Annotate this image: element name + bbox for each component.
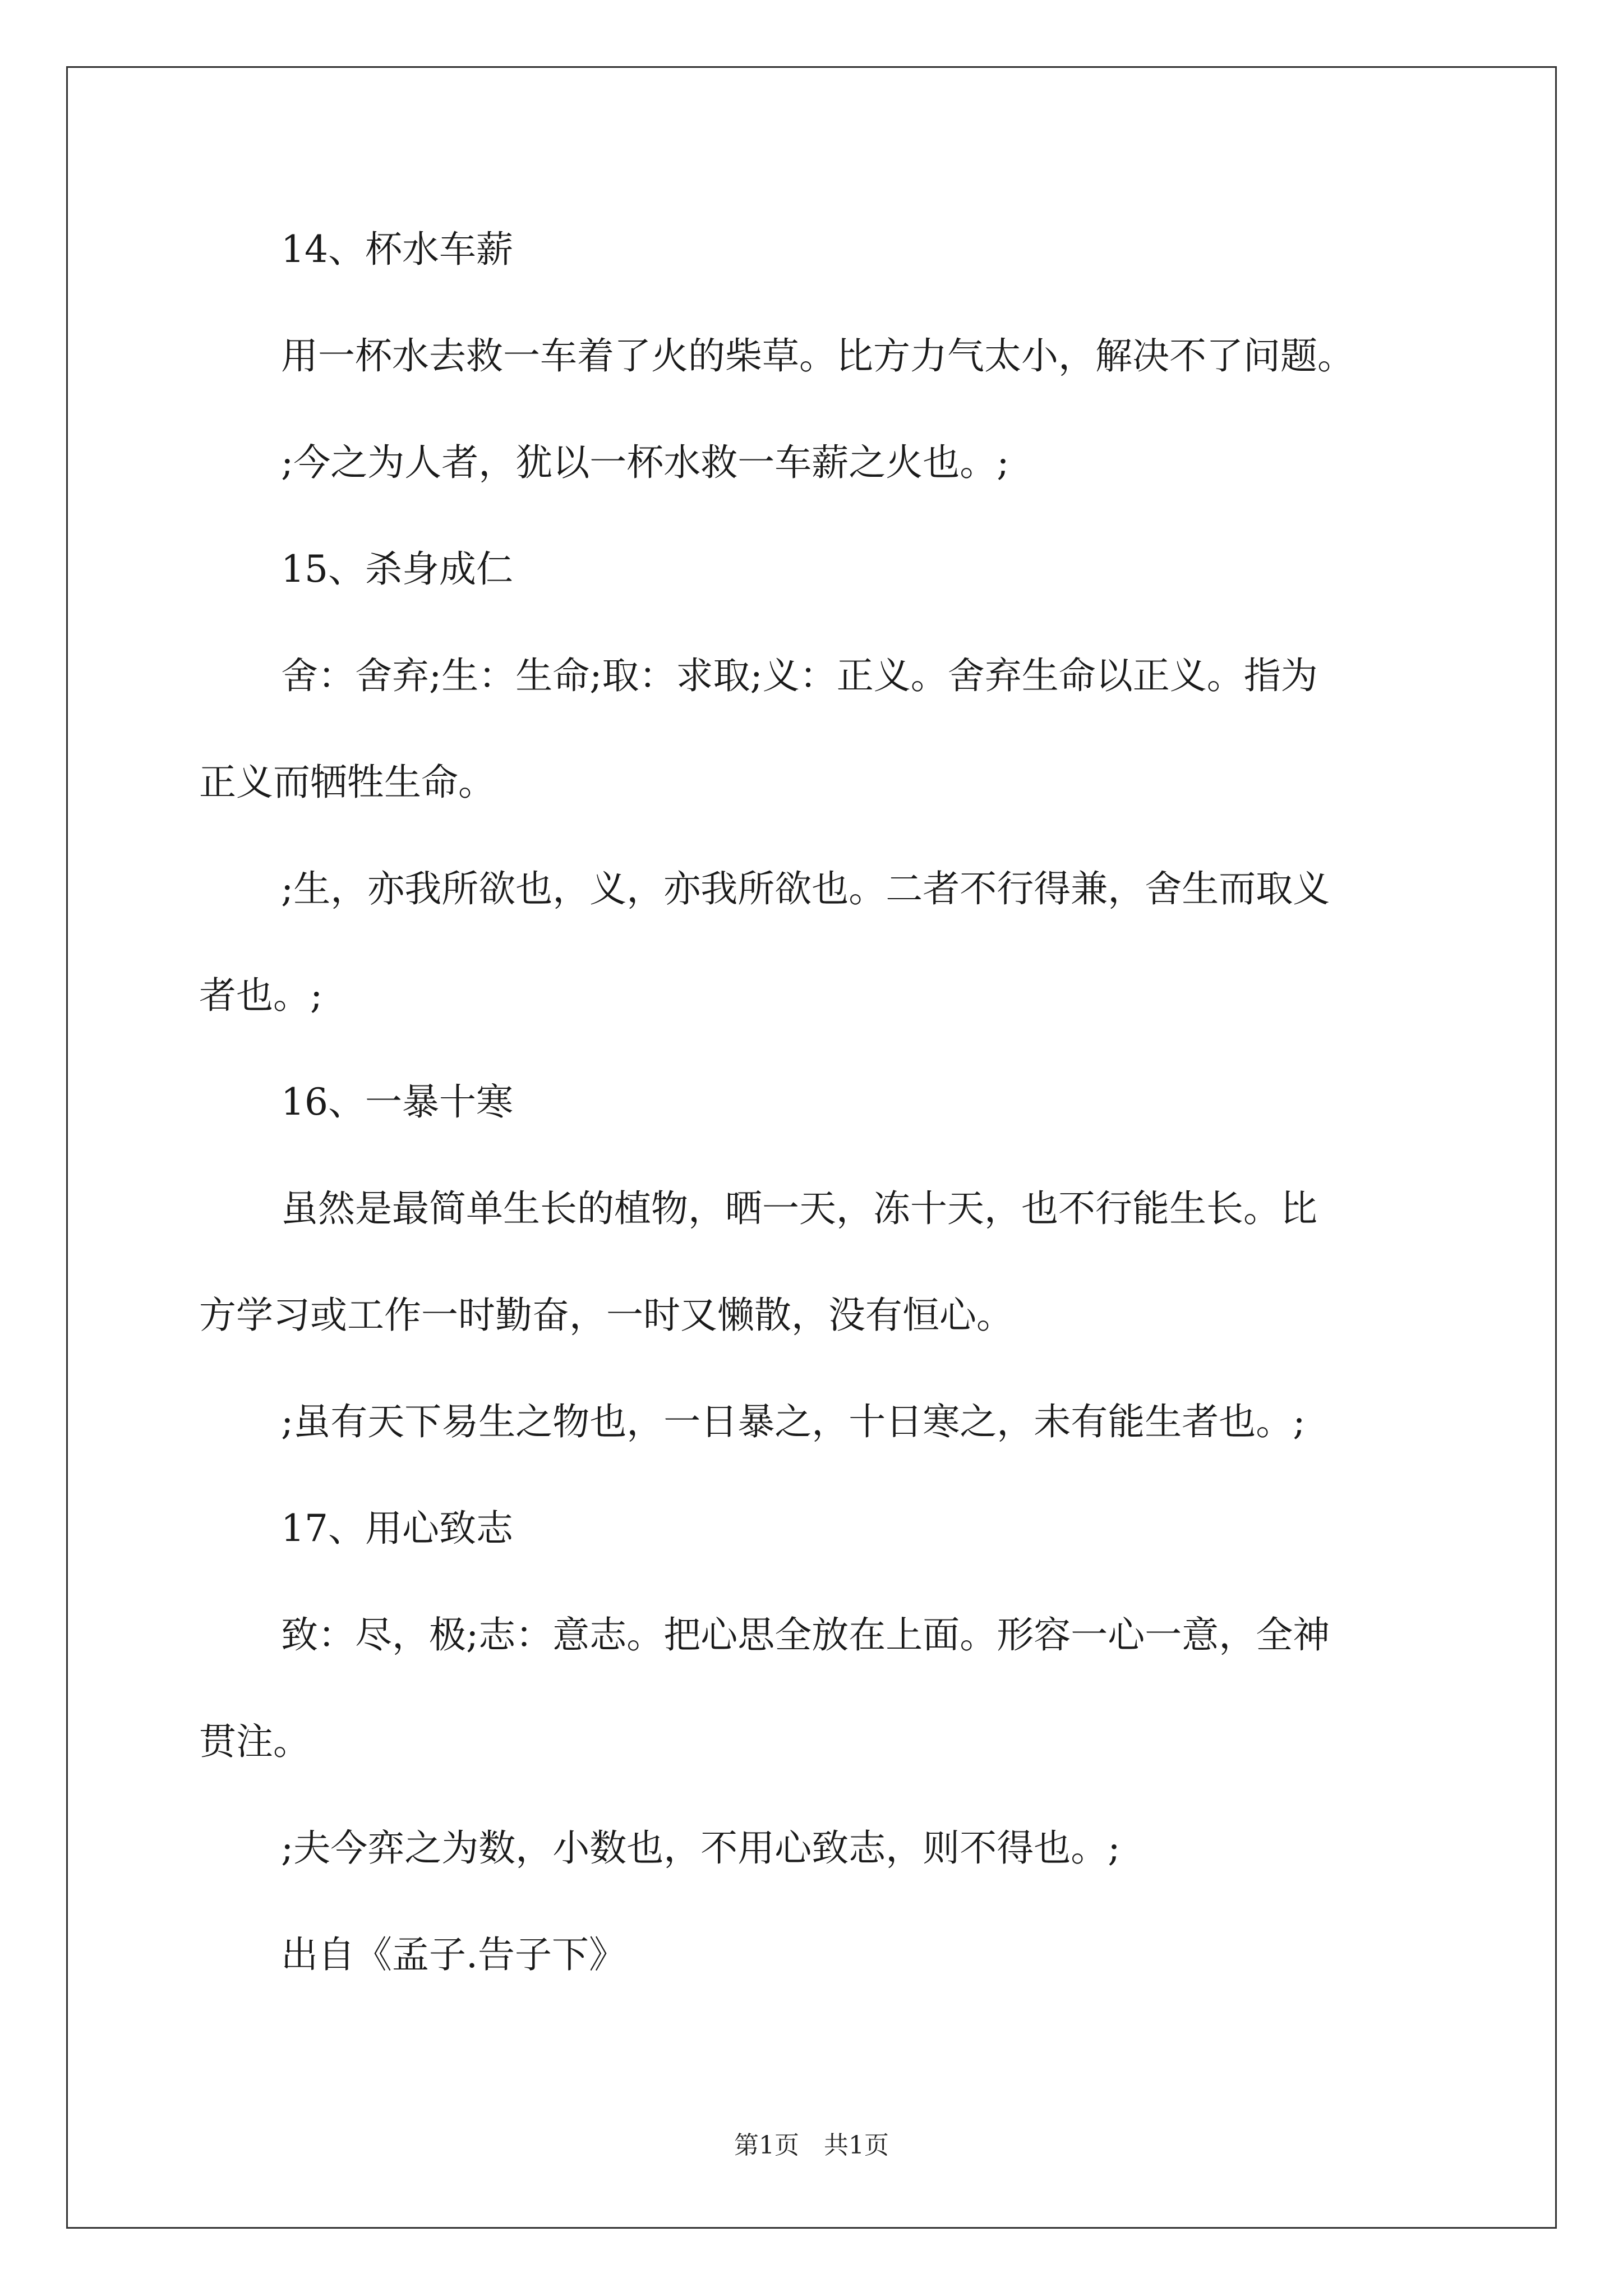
paragraph-line: 致：尽，极;志：意志。把心思全放在上面。形容一心一意，全神 [281,1613,1330,1657]
heading-17: 17、用心致志 [281,1507,513,1550]
paragraph-line: 舍：舍弃;生：生命;取：求取;义：正义。舍弃生命以正义。指为 [281,654,1318,697]
paragraph-line: 方学习或工作一时勤奋，一时又懒散，没有恒心。 [199,1294,1013,1337]
page-frame [66,66,1557,2229]
heading-16: 16、一暴十寒 [281,1080,513,1124]
heading-14: 14、杯水车薪 [281,228,513,271]
page-number: 第1页 共1页 [734,2131,889,2160]
source-line: 出自《孟子.告子下》 [281,1933,626,1976]
heading-15: 15、杀身成仁 [281,547,513,591]
quote-line: ;夫今弈之为数，小数也，不用心致志，则不得也。; [281,1826,1121,1870]
paragraph-line: 用一杯水去救一车着了火的柴草。比方力气太小，解决不了问题。 [281,334,1354,378]
paragraph-line: 虽然是最简单生长的植物，晒一天，冻十天，也不行能生长。比 [281,1187,1317,1230]
quote-line: ;生，亦我所欲也，义，亦我所欲也。二者不行得兼，舍生而取义 [281,867,1330,910]
quote-line: ;今之为人者，犹以一杯水救一车薪之火也。; [281,441,1009,484]
quote-line: 者也。; [199,974,323,1017]
paragraph-line: 正义而牺牲生命。 [199,761,495,804]
quote-line: ;虽有天下易生之物也，一日暴之，十日寒之，未有能生者也。; [281,1400,1306,1443]
paragraph-line: 贯注。 [199,1720,310,1763]
